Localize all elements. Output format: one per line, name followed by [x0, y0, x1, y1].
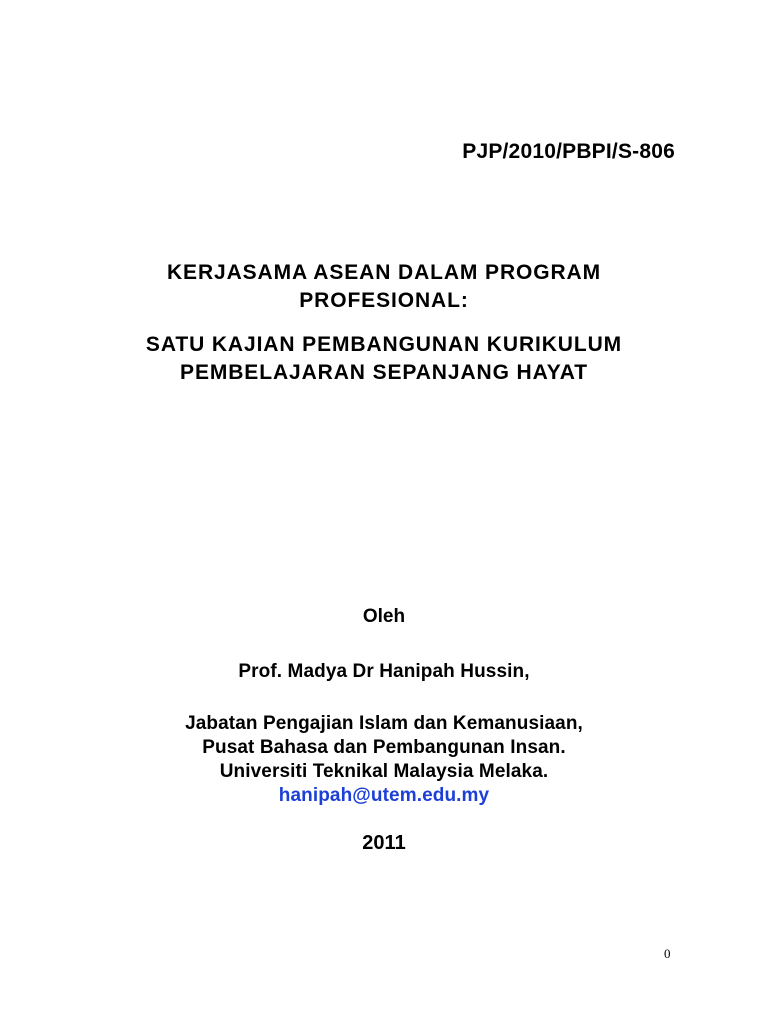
email-link[interactable]: hanipah@utem.edu.my	[278, 785, 490, 806]
publication-year: 2011	[362, 832, 406, 854]
affiliation-line: Jabatan Pengajian Islam dan Kemanusiaan,	[185, 713, 583, 734]
title-line: SATU KAJIAN PEMBANGUNAN KURIKULUM	[145, 333, 623, 356]
author-name: Prof. Madya Dr Hanipah Hussin,	[238, 661, 530, 682]
title-part-1	[0, 259, 768, 315]
affiliation-block	[0, 712, 768, 808]
title-line: PEMBELAJARAN SEPANJANG HAYAT	[180, 361, 588, 384]
title-line: PROFESIONAL:	[299, 289, 469, 312]
reference-code: PJP/2010/PBPI/S-806	[462, 140, 675, 163]
affiliation-line: Pusat Bahasa dan Pembangunan Insan.	[202, 737, 566, 758]
title-part-2	[0, 331, 768, 387]
page-number: 0	[664, 946, 671, 961]
affiliation-line: Universiti Teknikal Malaysia Melaka.	[219, 761, 549, 782]
by-label: Oleh	[362, 606, 406, 627]
title-line: KERJASAMA ASEAN DALAM PROGRAM	[166, 261, 602, 284]
